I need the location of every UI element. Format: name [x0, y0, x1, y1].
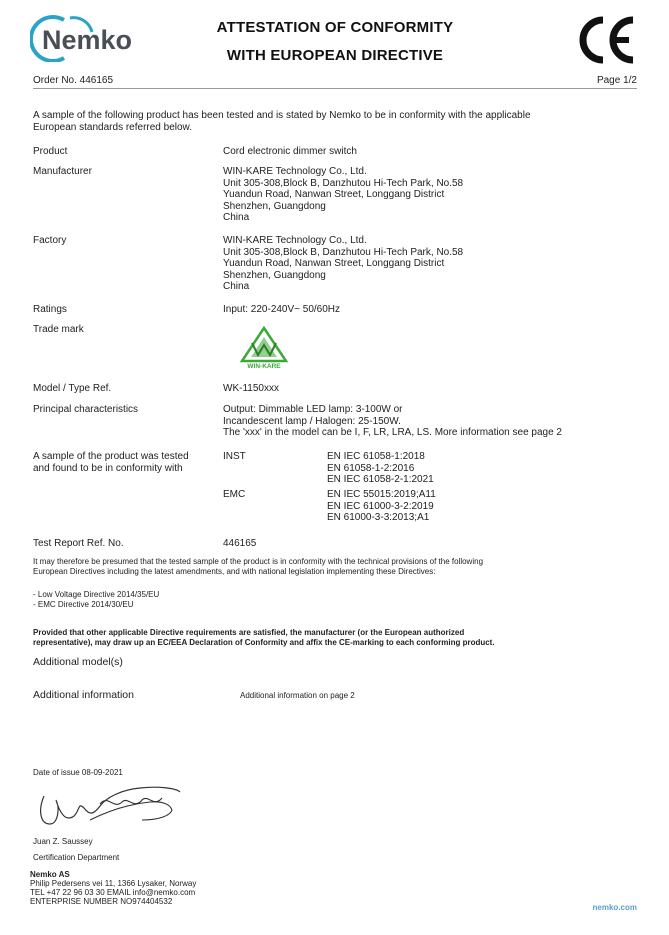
document-title-line1: ATTESTATION OF CONFORMITY	[216, 19, 454, 36]
factory-address: WIN-KARE Technology Co., Ltd. Unit 305-308,Block B, Danzhutou Hi-Tech Park, No.58 Yuandun Road, Nanwan Street, Longgang District Shenzhen, Guangdong China	[223, 235, 464, 292]
manufacturer-label: Manufacturer	[33, 166, 92, 177]
ratings-value: Input: 220-240V~ 50/60Hz	[223, 304, 341, 315]
ce-mark	[577, 14, 637, 66]
manufacturer-address: WIN-KARE Technology Co., Ltd. Unit 305-308,Block B, Danzhutou Hi-Tech Park, No.58 Yuandun Road, Nanwan Street, Longgang District Shenzhen, Guangdong China	[223, 166, 464, 223]
test-report-label: Test Report Ref. No.	[33, 538, 124, 549]
issue-date: Date of issue 08-09-2021	[33, 768, 123, 777]
directive-item: - EMC Directive 2014/30/EU	[33, 599, 134, 609]
signatory-department: Certification Department	[33, 853, 120, 862]
test-report-value: 446165	[223, 538, 257, 549]
additional-info-label: Additional information	[33, 689, 134, 701]
win-kare-trademark-logo	[238, 325, 290, 370]
page-number: Page 1/2	[596, 75, 637, 86]
conformity-label: A sample of the product was tested and found to be in conformity with	[33, 451, 189, 474]
brand-name: Nemko	[42, 25, 133, 55]
product-value: Cord electronic dimmer switch	[223, 146, 357, 157]
trademark-label: Trade mark	[33, 324, 84, 335]
conformity-group-inst: INST	[223, 451, 246, 462]
nemko-logo-mark	[30, 14, 138, 62]
emc-standards: EN IEC 55015:2019;A11 EN IEC 61000-3-2:2019 EN 61000-3-3:2013;A1	[327, 489, 436, 523]
order-number: Order No. 446165	[33, 75, 114, 86]
company-contact: TEL +47 22 96 03 30 EMAIL info@nemko.com	[30, 888, 196, 897]
nemko-logo	[30, 14, 138, 62]
document-title-line2: WITH EUROPEAN DIRECTIVE	[226, 47, 444, 64]
intro-text: A sample of the following product has been tested and is stated by Nemko to be in conformity with the applicable European standards referred below.	[33, 110, 531, 133]
presumption-text: It may therefore be presumed that the tested sample of the product is in conformity with the technical provisions of the following European Directives including the latest amendments, and with national legislation implementing these Directives:	[33, 557, 484, 576]
header-divider	[33, 88, 637, 89]
factory-label: Factory	[33, 235, 67, 246]
principal-label: Principal characteristics	[33, 404, 139, 415]
product-label: Product	[33, 146, 68, 157]
website-link[interactable]: nemko.com	[592, 903, 637, 912]
signatory-name: Juan Z. Saussey	[33, 837, 93, 846]
ratings-label: Ratings	[33, 304, 67, 315]
directive-item: - Low Voltage Directive 2014/35/EU	[33, 590, 160, 599]
model-value: WK-1150xxx	[223, 383, 279, 394]
additional-models-label: Additional model(s)	[33, 656, 123, 668]
company-footer	[30, 870, 196, 906]
company-address: Philip Pedersens vei 11, 1366 Lysaker, Norway	[30, 879, 197, 888]
handwritten-signature	[30, 780, 190, 832]
enterprise-number: ENTERPRISE NUMBER NO974404532	[30, 897, 173, 906]
conformity-group-emc: EMC	[223, 489, 246, 500]
additional-info-value: Additional information on page 2	[240, 691, 355, 700]
provided-statement: Provided that other applicable Directive requirements are satisfied, the manufacturer (or the European authorized representative), may draw up an EC/EEA Declaration of Conformity and affix the CE-marking to each conforming product.	[33, 628, 495, 647]
company-name: Nemko AS	[30, 870, 70, 879]
model-label: Model / Type Ref.	[33, 383, 112, 394]
principal-value: Output: Dimmable LED lamp: 3-100W or Incandescent lamp / Halogen: 25-150W. The 'xxx' in the model can be I, F, LR, LRA, LS. More information see page 2	[223, 404, 562, 438]
directives-list	[33, 590, 159, 609]
inst-standards: EN IEC 61058-1:2018 EN 61058-1-2:2016 EN IEC 61058-2-1:2021	[327, 451, 434, 485]
svg-text:WIN-KARE: WIN-KARE	[247, 363, 281, 370]
